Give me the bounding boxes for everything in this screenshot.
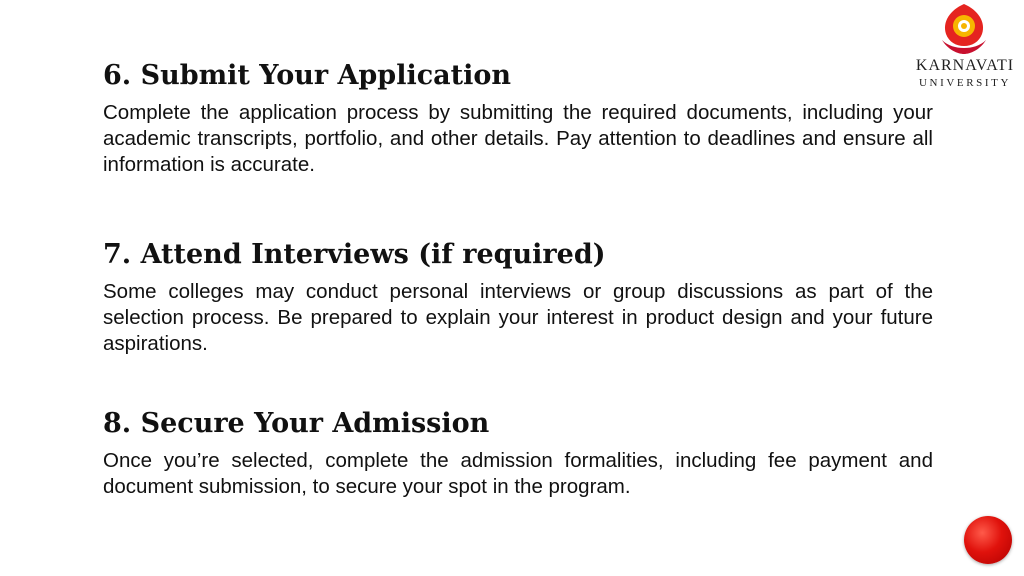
section-heading: 6. Submit Your Application xyxy=(103,60,512,91)
logo-name: KARNAVATI xyxy=(915,57,1015,74)
flame-emblem-icon xyxy=(936,2,992,56)
red-circle-decoration xyxy=(964,516,1012,564)
section-body: Some colleges may conduct personal interviews or group discussions as part of the selection process. Be prepared to explain your interest in product design and your future aspirations. xyxy=(103,280,933,355)
section-attend-interviews xyxy=(103,237,933,357)
section-body: Complete the application process by submitting the required documents, including your academic transcripts, portfolio, and other details. Pay attention to deadlines and ensure all information is accurate. xyxy=(103,101,933,176)
section-secure-admission xyxy=(103,406,933,500)
logo-subtitle: UNIVERSITY xyxy=(919,77,1011,89)
section-submit-application xyxy=(103,58,933,178)
section-heading: 8. Secure Your Admission xyxy=(103,408,490,439)
section-body: Once you’re selected, complete the admission formalities, including fee payment and document submission, to secure your spot in the program. xyxy=(103,449,933,498)
section-heading: 7. Attend Interviews (if required) xyxy=(103,239,606,270)
